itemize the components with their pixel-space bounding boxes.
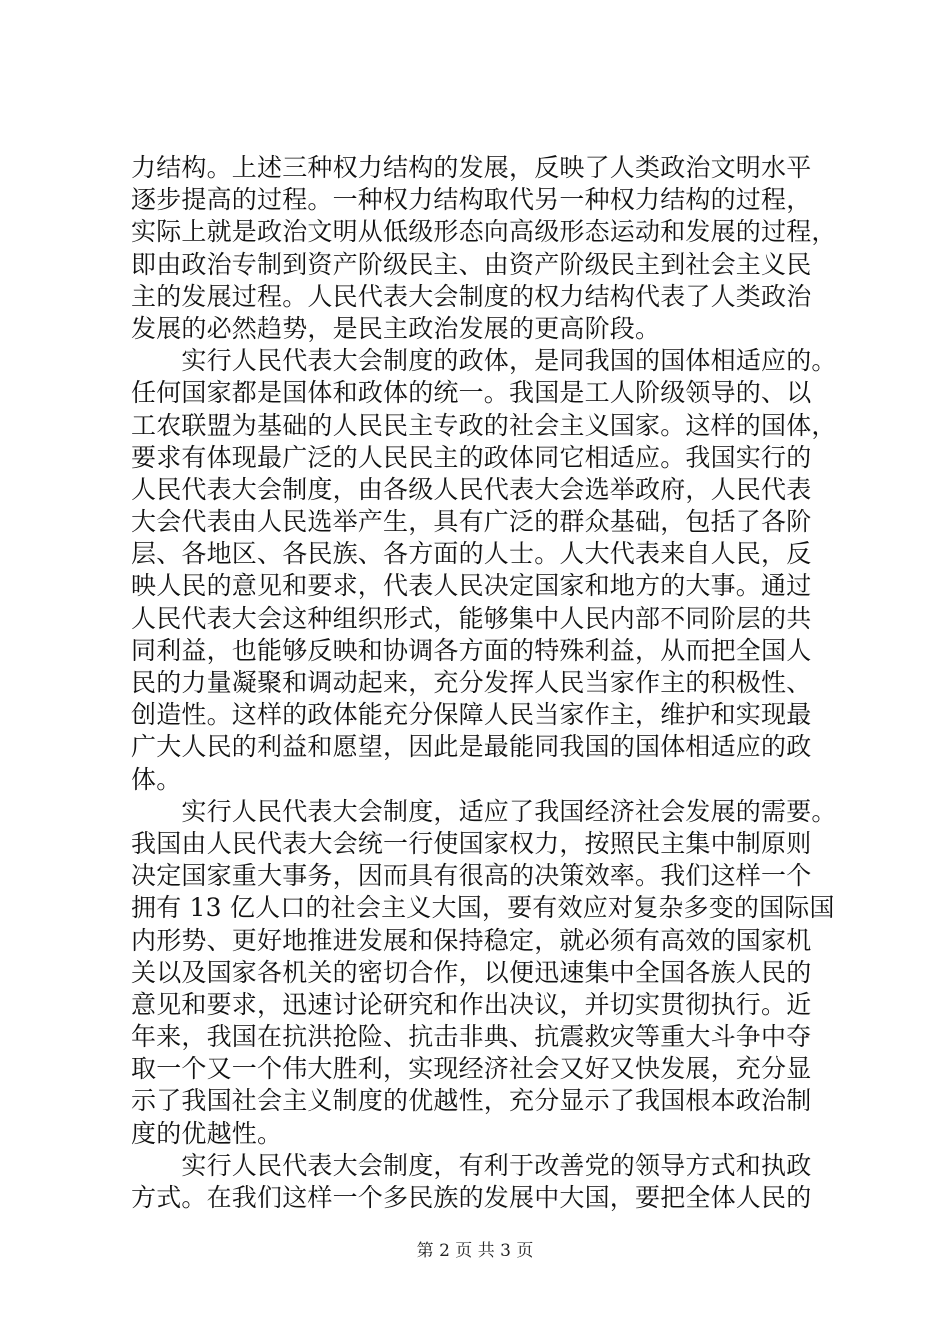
- text-line: 实际上就是政治文明从低级形态向高级形态运动和发展的过程，: [131, 217, 837, 247]
- text-line: 要求有体现最广泛的人民民主的政体同它相适应。我国实行的: [131, 442, 812, 472]
- text-line: 取一个又一个伟大胜利，实现经济社会又好又快发展，充分显: [131, 1054, 812, 1084]
- text-line: 决定国家重大事务，因而具有很高的决策效率。我们这样一个: [131, 861, 812, 891]
- page-number-footer: 第 2 页 共 3 页: [416, 1241, 534, 1261]
- text-line: 内形势、更好地推进发展和保持稳定，就必须有高效的国家机: [131, 925, 812, 955]
- text-line: 体。: [131, 764, 182, 794]
- text-line: 我国由人民代表大会统一行使国家权力，按照民主集中制原则: [131, 828, 812, 858]
- text-line: 同利益，也能够反映和协调各方面的特殊利益，从而把全国人: [131, 635, 812, 665]
- text-line: 创造性。这样的政体能充分保障人民当家作主，维护和实现最: [131, 700, 812, 730]
- text-line: 人民代表大会这种组织形式，能够集中人民内部不同阶层的共: [131, 603, 812, 633]
- text-line: 大会代表由人民选举产生，具有广泛的群众基础，包括了各阶: [131, 507, 812, 537]
- text-line: 主的发展过程。人民代表大会制度的权力结构代表了人类政治: [131, 281, 812, 311]
- text-line: 发展的必然趋势，是民主政治发展的更高阶段。: [131, 313, 661, 343]
- text-line: 映人民的意见和要求，代表人民决定国家和地方的大事。通过: [131, 571, 812, 601]
- text-line: 实行人民代表大会制度，适应了我国经济社会发展的需要。: [131, 796, 837, 826]
- text-line: 民的力量凝聚和调动起来，充分发挥人民当家作主的积极性、: [131, 668, 812, 697]
- text-line: 度的优越性。: [131, 1118, 283, 1148]
- text-line: 力结构。上述三种权力结构的发展，反映了人类政治文明水平: [131, 153, 812, 182]
- text-line: 层、各地区、各民族、各方面的人士。人大代表来自人民，反: [131, 539, 812, 569]
- body-text: [131, 152, 841, 1214]
- text-line: 实行人民代表大会制度的政体，是同我国的国体相适应的。: [131, 346, 837, 376]
- text-line: 实行人民代表大会制度，有利于改善党的领导方式和执政: [131, 1150, 812, 1180]
- text-line: 方式。在我们这样一个多民族的发展中大国，要把全体人民的: [131, 1183, 812, 1212]
- text-line: 示了我国社会主义制度的优越性，充分显示了我国根本政治制: [131, 1086, 812, 1116]
- text-line: 关以及国家各机关的密切合作，以便迅速集中全国各族人民的: [131, 957, 812, 987]
- text-line: 任何国家都是国体和政体的统一。我国是工人阶级领导的、以: [131, 378, 812, 408]
- text-line: 意见和要求，迅速讨论研究和作出决议，并切实贯彻执行。近: [131, 989, 812, 1019]
- text-line: 年来，我国在抗洪抢险、抗击非典、抗震救灾等重大斗争中夺: [131, 1022, 812, 1052]
- text-line: 工农联盟为基础的人民民主专政的社会主义国家。这样的国体，: [131, 410, 837, 440]
- text-line: 人民代表大会制度，由各级人民代表大会选举政府，人民代表: [131, 474, 812, 504]
- text-line: 即由政治专制到资产阶级民主、由资产阶级民主到社会主义民: [131, 249, 812, 279]
- text-line: 逐步提高的过程。一种权力结构取代另一种权力结构的过程，: [131, 185, 812, 215]
- text-line: 广大人民的利益和愿望，因此是最能同我国的国体相适应的政: [131, 732, 812, 762]
- text-line: 拥有 13 亿人口的社会主义大国，要有效应对复杂多变的国际国: [131, 893, 835, 923]
